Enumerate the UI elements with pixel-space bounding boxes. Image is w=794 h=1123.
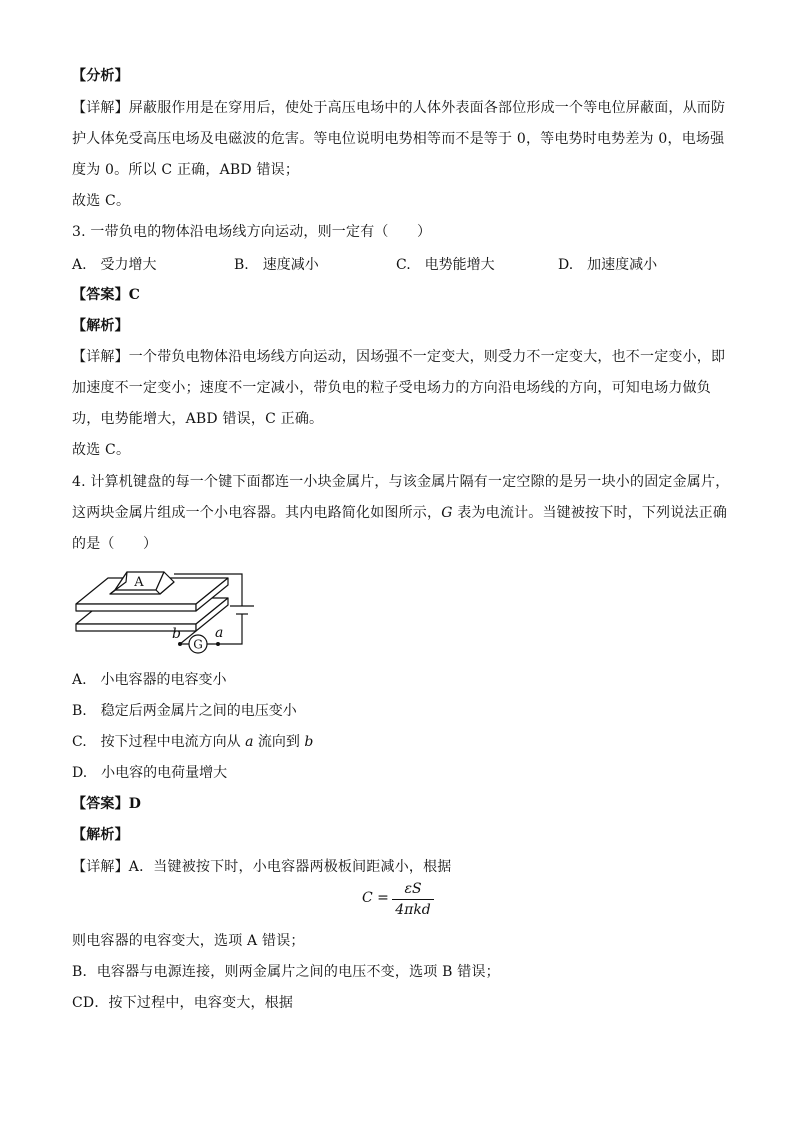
question-3-option-a: A. 受力增大 [72,257,157,273]
keyboard-capacitor-circuit-figure [70,562,280,662]
terminal-a-ref: a [245,734,254,750]
galvanometer-label: G [193,637,203,652]
question-4-stem-line: 这两块金属片组成一个小电容器。其内电路简化如图所示，G 表为电流计。当键被按下时，下列说法正确 [72,505,728,521]
formula-lhs: C [362,890,373,906]
question-3-answer: 【答案】C [72,287,141,303]
analysis-heading: 【分析】 [72,68,129,84]
formula-denominator: 4πkd [395,902,431,918]
question-4-explanation-line: 【详解】A．当键被按下时，小电容器两极板间距减小，根据 [72,859,452,875]
question-4-analysis-heading: 【解析】 [72,827,129,843]
question-3-explanation-line: 加速度不一定变小；速度不一定减小，带负电的粒子受电场力的方向沿电场线的方向，可知电场力做负 [72,380,711,396]
question-4-explanation-line: B．电容器与电源连接，则两金属片之间的电压不变，选项 B 错误； [72,964,500,980]
terminal-b-label: b [172,626,181,642]
question-3-analysis-heading: 【解析】 [72,318,129,334]
question-4-stem-line: 4. 计算机键盘的每一个键下面都连一小块金属片，与该金属片隔有一定空隙的是另一块小的固定金属片， [72,474,730,490]
explanation-line: 【详解】屏蔽服作用是在穿用后，使处于高压电场中的人体外表面各部位形成一个等电位屏蔽面，从而防 [72,100,726,116]
question-3-explanation-line: 【详解】一个带负电物体沿电场线方向运动，因场强不一定变大，则受力不一定变大，也不一定变小，即 [72,349,726,365]
formula-numerator: εS [404,881,422,897]
explanation-line: 度为 0。所以 C 正确，ABD 错误； [72,162,300,178]
terminal-a-label: a [215,625,224,641]
explanation-line: 护人体免受高压电场及电磁波的危害。等电位说明电势相等而不是等于 0，等电势时电势差为 0，电场强 [72,131,725,147]
question-3-conclusion: 故选 C。 [72,442,131,458]
key-label: A [134,575,144,590]
question-4-option-d: D. 小电容的电荷量增大 [72,765,228,781]
question-4-stem-line: 的是（ ） [72,536,158,552]
question-3-option-b: B. 速度减小 [234,257,319,273]
conclusion-line: 故选 C。 [72,193,131,209]
terminal-b-ref: b [304,734,314,750]
question-3-stem: 3. 一带负电的物体沿电场线方向运动，则一定有（ ） [72,224,432,240]
question-4-option-c: C. 按下过程中电流方向从 a 流向到 b [72,734,314,750]
question-4-option-b: B. 稳定后两金属片之间的电压变小 [72,703,297,719]
question-4-explanation-line: 则电容器的电容变大，选项 A 错误； [72,933,305,949]
question-3-option-c: C. 电势能增大 [396,257,495,273]
question-3-explanation-line: 功，电势能增大，ABD 错误，C 正确。 [72,411,324,427]
formula-equals: = [372,890,389,906]
galvanometer-symbol: G [441,505,453,521]
fraction-bar [392,899,434,900]
question-4-answer: 【答案】D [72,796,142,812]
question-4-option-a: A. 小电容器的电容变小 [72,672,227,688]
question-3-option-d: D. 加速度减小 [558,257,658,273]
question-4-explanation-line: CD．按下过程中，电容变大，根据 [72,995,294,1011]
